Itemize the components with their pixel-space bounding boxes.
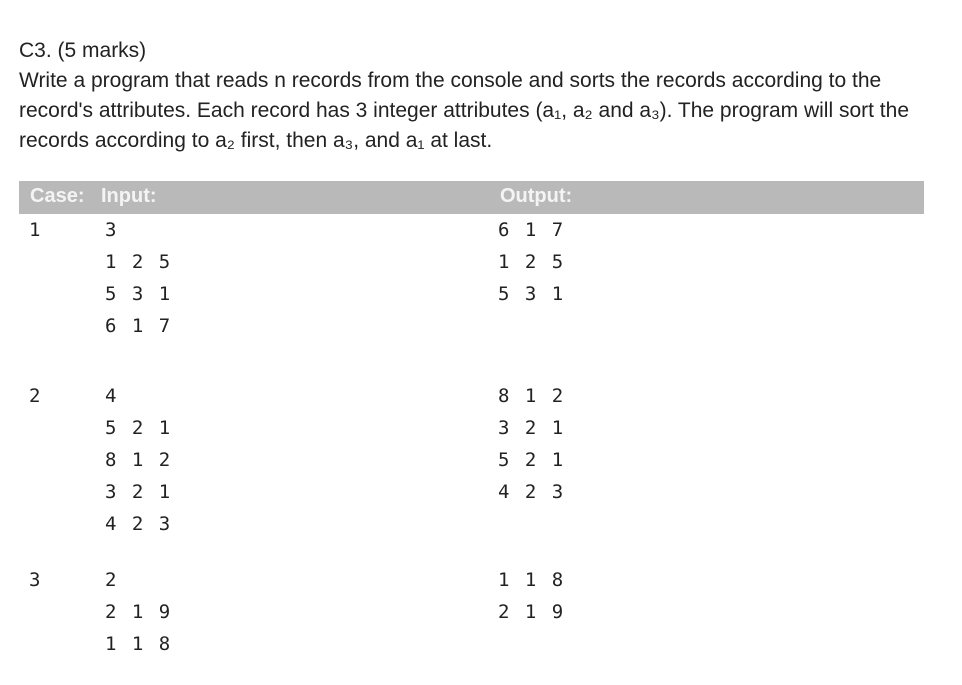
input-line: 1 1 8: [105, 633, 173, 655]
output-line: 1 2 5: [498, 251, 566, 273]
question-body: Write a program that reads n records from the console and sorts the records according to the record's attributes. Each record has 3 integer attributes (a₁, a₂ and a₃). The program will sort the records according to a₂ first, then a₃, and a₁ at last.: [19, 69, 909, 152]
output-line: 5 2 1: [498, 449, 566, 471]
sample-io-table: [19, 181, 924, 655]
header-input: Input:: [101, 185, 157, 207]
output-line: 6 1 7: [498, 219, 566, 241]
input-line: 2 1 9: [105, 601, 173, 623]
input-line: 5 3 1: [105, 283, 173, 305]
input-line: 3: [105, 219, 119, 241]
question-title: C3. (5 marks): [19, 39, 147, 62]
input-line: 1 2 5: [105, 251, 173, 273]
case-input: [105, 380, 172, 540]
table-header: [19, 181, 924, 214]
case-output: [498, 214, 565, 310]
output-line: 8 1 2: [498, 385, 566, 407]
input-line: 2: [105, 569, 119, 591]
case-row-1: [19, 214, 924, 364]
output-line: 3 2 1: [498, 417, 566, 439]
case-number: 3: [29, 569, 41, 591]
case-number: 1: [29, 219, 41, 241]
output-line: 1 1 8: [498, 569, 566, 591]
case-input: [105, 214, 172, 342]
header-output: Output:: [500, 185, 573, 207]
case-output: [498, 564, 565, 628]
input-line: 3 2 1: [105, 481, 173, 503]
input-line: 4: [105, 385, 119, 407]
case-input: [105, 564, 172, 660]
header-case: Case:: [30, 185, 85, 207]
input-line: 8 1 2: [105, 449, 173, 471]
output-line: 5 3 1: [498, 283, 566, 305]
input-line: 5 2 1: [105, 417, 173, 439]
output-line: 4 2 3: [498, 481, 566, 503]
case-output: [498, 380, 565, 508]
input-line: 6 1 7: [105, 315, 173, 337]
case-row-3: [19, 564, 924, 664]
input-line: 4 2 3: [105, 513, 173, 535]
case-number: 2: [29, 385, 41, 407]
case-row-2: [19, 380, 924, 560]
output-line: 2 1 9: [498, 601, 566, 623]
question: [19, 36, 939, 156]
